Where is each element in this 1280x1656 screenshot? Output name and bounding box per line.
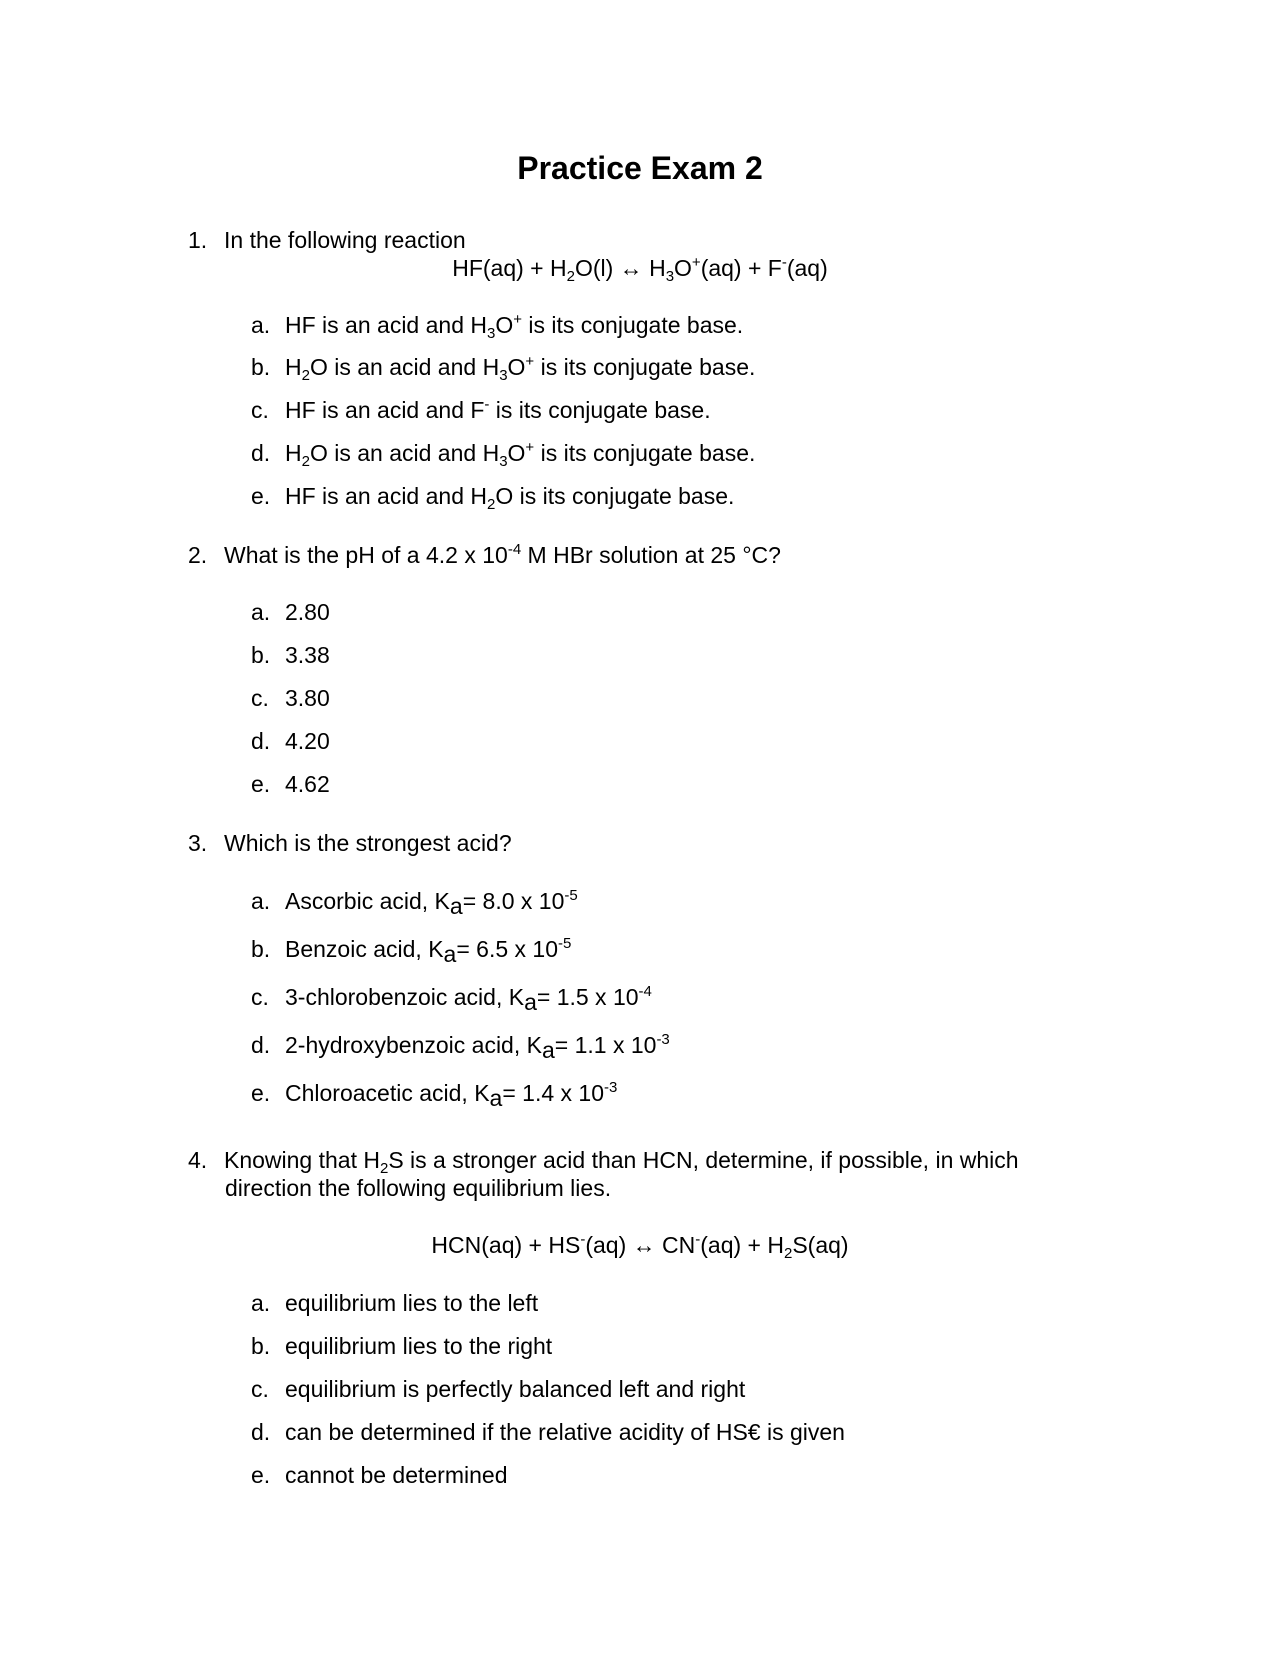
question-4: 4. Knowing that $H_2S$ is a stronger acid than HCN, determine, if possible, in which direction the following equilibrium lies. xyxy=(188,1147,1019,1201)
option-2e: e. 4.62 xyxy=(251,771,330,797)
option-1d: d. $H_2O$ is an acid and $H_3O^+$ is its conjugate base. xyxy=(251,439,756,470)
question-text: Which is the strongest acid? xyxy=(224,830,512,856)
option-2a: a. 2.80 xyxy=(251,599,330,625)
question-2: 2. What is the pH of a 4.2 x $10^{-4}$ M HBr solution at 25 °C? xyxy=(188,541,781,568)
option-2d: d. 4.20 xyxy=(251,728,330,754)
option-1a: a. HF is an acid and $H_3O^+$ is its conjugate base. xyxy=(251,311,744,342)
equilibrium-arrow: ↔ xyxy=(632,1232,656,1258)
option-3b: b. Benzoic acid, $K_a= 6.5$ x $10^{-5}$ xyxy=(251,935,572,967)
page-title: Practice Exam 2 xyxy=(517,150,763,186)
option-4b: b. equilibrium lies to the right xyxy=(251,1333,553,1359)
reaction-equation: $HF(aq) + H_2O(l)$ ↔ $H_3O^+(aq) + F^-(aq)$ xyxy=(452,254,828,285)
option-3d: d. 2-hydroxybenzoic acid, $K_a= 1.1$ x $10^{-3}$ xyxy=(251,1031,670,1063)
option-3c: c. 3-chlorobenzoic acid, $K_a= 1.5$ x $10^{-4}$ xyxy=(251,983,652,1015)
equilibrium-arrow: ↔ xyxy=(619,255,643,281)
question-number: 3. xyxy=(188,830,208,856)
option-4d: d. can be determined if the relative acidity of HS€ is given xyxy=(251,1419,845,1445)
question-1 xyxy=(188,227,466,254)
question-number: 1. xyxy=(188,227,208,253)
option-1e: e. HF is an acid and $H_2O$ is its conjugate base. xyxy=(251,483,735,513)
option-3e: e. Chloroacetic acid, $K_a= 1.4$ x $10^{-3}$ xyxy=(251,1079,618,1111)
question-number: 2. xyxy=(188,542,208,568)
option-3a: a. Ascorbic acid, $K_a= 8.0$ x $10^{-5}$ xyxy=(251,887,578,919)
question-number: 4. xyxy=(188,1147,208,1173)
option-1b: b. $H_2O$ is an acid and $H_3O^+$ is its conjugate base. xyxy=(251,353,756,384)
option-2c: c. 3.80 xyxy=(251,685,330,711)
question-3 xyxy=(188,830,512,857)
question-text: In the following reaction xyxy=(224,227,466,253)
option-1c: c. HF is an acid and F- is its conjugate base. xyxy=(251,396,711,423)
option-2b: b. 3.38 xyxy=(251,642,330,668)
option-4a: a. equilibrium lies to the left xyxy=(251,1290,539,1316)
option-4e: e. cannot be determined xyxy=(251,1462,508,1488)
option-4c: c. equilibrium is perfectly balanced left and right xyxy=(251,1376,746,1402)
equilibrium-equation: HCN(aq) + HS-(aq) ↔ $CN^-(aq) + H_2S(aq)$ xyxy=(431,1231,849,1262)
